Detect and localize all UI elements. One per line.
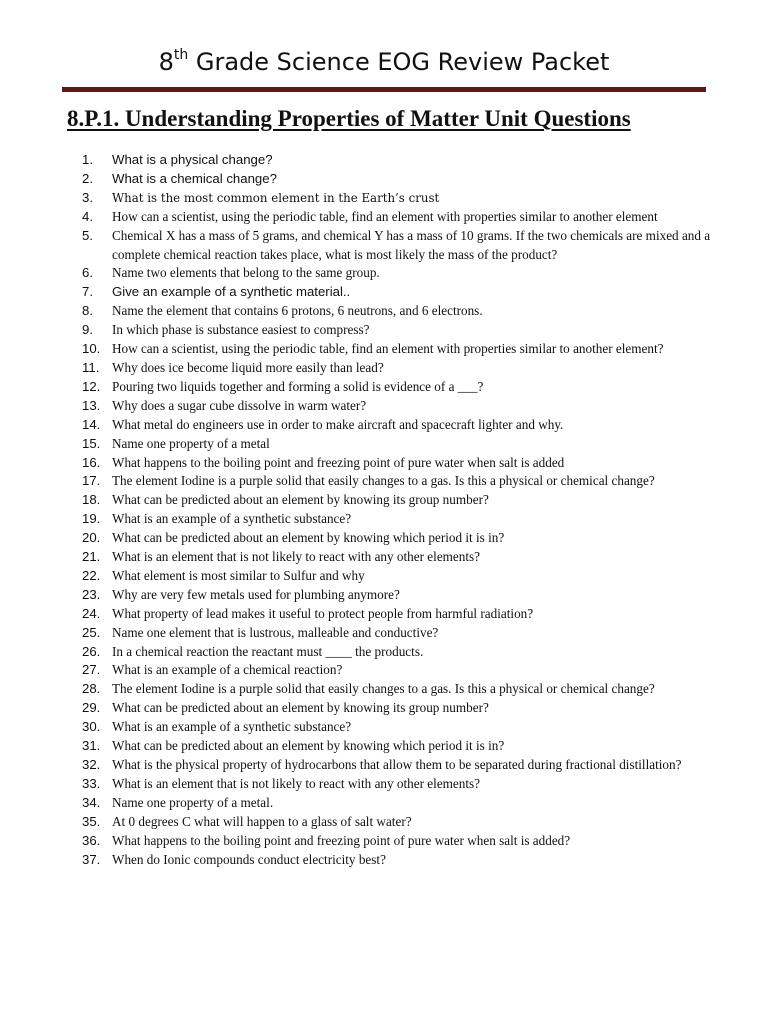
question-text: Pouring two liquids together and forming a solid is evidence of a ___? <box>112 378 484 394</box>
question-text: What can be predicted about an element by knowing which period it is in? <box>112 738 505 754</box>
question-number: 16. <box>82 454 101 470</box>
question-item <box>82 718 712 737</box>
question-text: What is an example of a chemical reaction? <box>112 662 343 678</box>
question-text: Name the element that contains 6 protons, 6 neutrons, and 6 electrons. <box>112 303 483 319</box>
question-number: 17. <box>82 473 101 489</box>
question-item <box>82 813 712 832</box>
question-text: In a chemical reaction the reactant must ____ the products. <box>112 643 424 659</box>
question-text: The element Iodine is a purple solid that easily changes to a gas. Is this a physical or chemical change? <box>112 473 655 489</box>
question-text: When do Ionic compounds conduct electricity best? <box>112 851 386 867</box>
question-item <box>82 510 712 529</box>
question-text: What happens to the boiling point and freezing point of pure water when salt is added <box>112 454 565 470</box>
question-number: 13. <box>82 397 101 413</box>
question-item <box>82 170 712 189</box>
question-text: What element is most similar to Sulfur and why <box>112 567 365 583</box>
question-text: Chemical X has a mass of 5 grams, and chemical Y has a mass of 10 grams. If the two chemicals are mixed and a complete chemical reaction takes place, what is most likely the mass of the product? <box>112 227 711 262</box>
question-item <box>82 151 712 170</box>
question-text: Name one element that is lustrous, malleable and conductive? <box>112 624 439 640</box>
question-item <box>82 737 712 756</box>
question-number: 21. <box>82 549 101 565</box>
question-item <box>82 680 712 699</box>
question-number: 27. <box>82 662 101 678</box>
question-text: Name two elements that belong to the same group. <box>112 265 380 281</box>
question-number: 15. <box>82 435 101 451</box>
question-item <box>82 283 712 302</box>
question-item <box>82 605 712 624</box>
question-text: What is a physical change? <box>112 152 273 167</box>
question-item <box>82 189 712 208</box>
question-item <box>82 794 712 813</box>
question-number: 36. <box>82 832 101 848</box>
question-number: 10. <box>82 341 101 357</box>
question-number: 22. <box>82 567 101 583</box>
question-text: Why are very few metals used for plumbing anymore? <box>112 586 400 602</box>
question-number: 26. <box>82 643 101 659</box>
question-item <box>82 264 712 283</box>
question-text: What can be predicted about an element by knowing which period it is in? <box>112 530 505 546</box>
question-text: What is an example of a synthetic substance? <box>112 719 352 735</box>
question-item <box>82 227 712 265</box>
question-item <box>82 472 712 491</box>
question-number: 14. <box>82 416 101 432</box>
question-text: How can a scientist, using the periodic table, find an element with properties similar to another element? <box>112 341 664 357</box>
question-number: 4. <box>82 208 93 224</box>
question-text: What is the physical property of hydrocarbons that allow them to be separated during fractional distillation? <box>112 757 682 772</box>
question-number: 12. <box>82 378 101 394</box>
page-header-title <box>0 48 768 76</box>
question-number: 19. <box>82 511 101 527</box>
question-number: 32. <box>82 757 101 772</box>
question-number: 20. <box>82 530 101 546</box>
question-number: 33. <box>82 775 101 791</box>
question-item <box>82 756 712 775</box>
question-number: 9. <box>82 322 93 338</box>
question-item <box>82 529 712 548</box>
question-item <box>82 359 712 378</box>
question-item <box>82 548 712 567</box>
question-item <box>82 624 712 643</box>
question-text: What is the most common element in the Earth’s crust <box>112 190 440 205</box>
question-item <box>82 491 712 510</box>
question-item <box>82 643 712 662</box>
question-text: What is a chemical change? <box>112 170 277 186</box>
question-text: What property of lead makes it useful to protect people from harmful radiation? <box>112 605 534 621</box>
question-text: Why does ice become liquid more easily than lead? <box>112 359 384 375</box>
question-number: 31. <box>82 738 101 754</box>
question-item <box>82 851 712 870</box>
question-text: What is an element that is not likely to react with any other elements? <box>112 775 481 791</box>
question-text: What is an example of a synthetic substance? <box>112 511 352 527</box>
question-text: What metal do engineers use in order to make aircraft and spacecraft lighter and why. <box>112 416 564 432</box>
question-number: 6. <box>82 265 93 281</box>
question-number: 37. <box>82 851 101 867</box>
header-title-rest: Grade Science EOG Review Packet <box>188 48 610 76</box>
question-number: 24. <box>82 605 101 621</box>
question-item <box>82 302 712 321</box>
question-number: 8. <box>82 303 93 319</box>
question-number: 35. <box>82 813 101 829</box>
question-number: 2. <box>82 170 93 186</box>
question-item <box>82 832 712 851</box>
question-text: Name one property of a metal <box>112 435 270 451</box>
unit-title: 8.P.1. Understanding Properties of Matter Unit Questions <box>67 106 631 131</box>
question-text: What can be predicted about an element by knowing its group number? <box>112 492 489 508</box>
question-number: 18. <box>82 492 101 508</box>
question-item <box>82 340 712 359</box>
question-item <box>82 586 712 605</box>
question-item <box>82 435 712 454</box>
question-number: 23. <box>82 586 101 602</box>
question-number: 25. <box>82 624 101 640</box>
question-text: What happens to the boiling point and freezing point of pure water when salt is added? <box>112 832 571 848</box>
question-item <box>82 208 712 227</box>
question-number: 34. <box>82 794 101 810</box>
question-text: Why does a sugar cube dissolve in warm water? <box>112 397 367 413</box>
question-text: In which phase is substance easiest to compress? <box>112 322 370 338</box>
question-text: Give an example of a synthetic material.. <box>112 284 351 300</box>
question-item <box>82 661 712 680</box>
question-text: How can a scientist, using the periodic table, find an element with properties similar to another element <box>112 208 658 224</box>
question-text: The element Iodine is a purple solid that easily changes to a gas. Is this a physical or chemical change? <box>112 681 655 697</box>
question-list <box>82 151 712 869</box>
header-title-superscript: th <box>173 47 189 63</box>
question-number: 7. <box>82 284 93 300</box>
question-number: 28. <box>82 681 101 697</box>
question-number: 11. <box>82 359 100 375</box>
question-text: What is an element that is not likely to react with any other elements? <box>112 549 481 565</box>
question-item <box>82 416 712 435</box>
question-number: 30. <box>82 719 101 735</box>
question-item <box>82 775 712 794</box>
header-title-prefix: 8 <box>158 48 174 76</box>
question-item <box>82 378 712 397</box>
question-item <box>82 321 712 340</box>
question-text: At 0 degrees C what will happen to a glass of salt water? <box>112 813 412 829</box>
question-number: 1. <box>82 152 93 167</box>
question-item <box>82 567 712 586</box>
question-number: 5. <box>82 227 93 243</box>
question-number: 3. <box>82 189 93 205</box>
question-text: Name one property of a metal. <box>112 794 274 810</box>
question-item <box>82 454 712 473</box>
question-item <box>82 699 712 718</box>
question-number: 29. <box>82 700 101 716</box>
question-text: What can be predicted about an element by knowing its group number? <box>112 700 489 716</box>
question-item <box>82 397 712 416</box>
header-divider <box>62 87 706 92</box>
